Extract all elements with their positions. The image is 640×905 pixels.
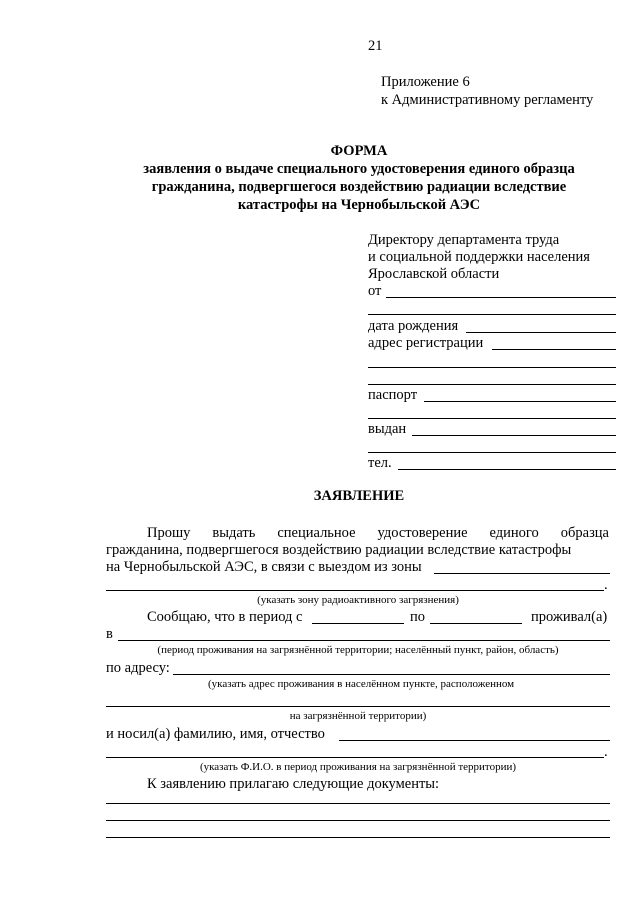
attachments-line-2[interactable] bbox=[106, 820, 610, 821]
fio-hint: (указать Ф.И.О. в период проживания на загрязнённой территории) bbox=[199, 761, 517, 773]
from-field-line-2[interactable] bbox=[368, 314, 616, 315]
from-field[interactable] bbox=[386, 297, 616, 298]
attachments-line-1[interactable] bbox=[106, 803, 610, 804]
location-prefix: в bbox=[106, 626, 113, 642]
addressee-line-3: Ярославской области bbox=[368, 266, 500, 282]
phone-field[interactable] bbox=[398, 469, 616, 470]
attachments-label: К заявлению прилагаю следующие документы: bbox=[147, 776, 440, 792]
registration-address-field[interactable] bbox=[492, 349, 616, 350]
surname-period: . bbox=[604, 744, 608, 760]
attachments-line-3[interactable] bbox=[106, 837, 610, 838]
issued-by-field[interactable] bbox=[412, 435, 616, 436]
issued-by-label: выдан bbox=[368, 421, 407, 437]
period-to-field[interactable] bbox=[430, 623, 522, 624]
zone-period: . bbox=[604, 577, 608, 593]
issued-by-field-line-2[interactable] bbox=[368, 452, 616, 453]
period-from-field[interactable] bbox=[312, 623, 404, 624]
appendix-line-2: к Административному регламенту bbox=[381, 92, 594, 108]
surname-field[interactable] bbox=[339, 740, 610, 741]
lived-label: проживал(а) bbox=[531, 609, 608, 625]
addressee-line-2: и социальной поддержки населения bbox=[368, 249, 590, 265]
address-field-line-2[interactable] bbox=[106, 706, 610, 707]
period-text: Сообщаю, что в период с bbox=[147, 609, 303, 625]
address-hint-2: на загрязнённой территории) bbox=[289, 710, 427, 722]
by-address-label: по адресу: bbox=[106, 660, 170, 676]
form-heading: ФОРМА bbox=[330, 143, 388, 159]
birth-date-label: дата рождения bbox=[368, 318, 459, 334]
period-to-label: по bbox=[410, 609, 426, 625]
form-title-line-3: катастрофы на Чернобыльской АЭС bbox=[237, 197, 481, 213]
registration-address-field-line-3[interactable] bbox=[368, 384, 616, 385]
request-line-2: гражданина, подвергшегося воздействию радиации вследствие катастрофы bbox=[106, 542, 572, 558]
passport-label: паспорт bbox=[368, 387, 418, 403]
address-field[interactable] bbox=[173, 674, 610, 675]
period-hint: (период проживания на загрязнённой территории; населённый пункт, район, область) bbox=[157, 644, 559, 656]
request-line-1: Прошу выдать специальное удостоверение единого образца bbox=[147, 525, 609, 541]
zone-field[interactable] bbox=[434, 573, 610, 574]
zone-field-line-2[interactable] bbox=[106, 590, 604, 591]
passport-field-line-2[interactable] bbox=[368, 418, 616, 419]
statement-title: ЗАЯВЛЕНИЕ bbox=[313, 488, 405, 504]
birth-date-field[interactable] bbox=[466, 332, 616, 333]
request-line-3: на Чернобыльской АЭС, в связи с выездом из зоны bbox=[106, 559, 422, 575]
location-field[interactable] bbox=[118, 640, 610, 641]
from-label: от bbox=[368, 283, 382, 299]
form-title-line-2: гражданина, подвергшегося воздействию радиации вследствие bbox=[151, 179, 567, 195]
zone-hint: (указать зону радиоактивного загрязнения) bbox=[257, 594, 459, 606]
passport-field[interactable] bbox=[424, 401, 616, 402]
phone-label: тел. bbox=[368, 455, 392, 471]
registration-address-field-line-2[interactable] bbox=[368, 367, 616, 368]
page-number: 21 bbox=[368, 38, 383, 54]
appendix-line-1: Приложение 6 bbox=[381, 74, 470, 90]
surname-field-line-2[interactable] bbox=[106, 757, 604, 758]
addressee-line-1: Директору департамента труда bbox=[368, 232, 560, 248]
registration-address-label: адрес регистрации bbox=[368, 335, 484, 351]
address-hint-1: (указать адрес проживания в населённом пункте, расположенном bbox=[208, 678, 515, 690]
form-title-line-1: заявления о выдаче специального удостоверения единого образца bbox=[143, 161, 575, 177]
surname-label: и носил(а) фамилию, имя, отчество bbox=[106, 726, 325, 742]
